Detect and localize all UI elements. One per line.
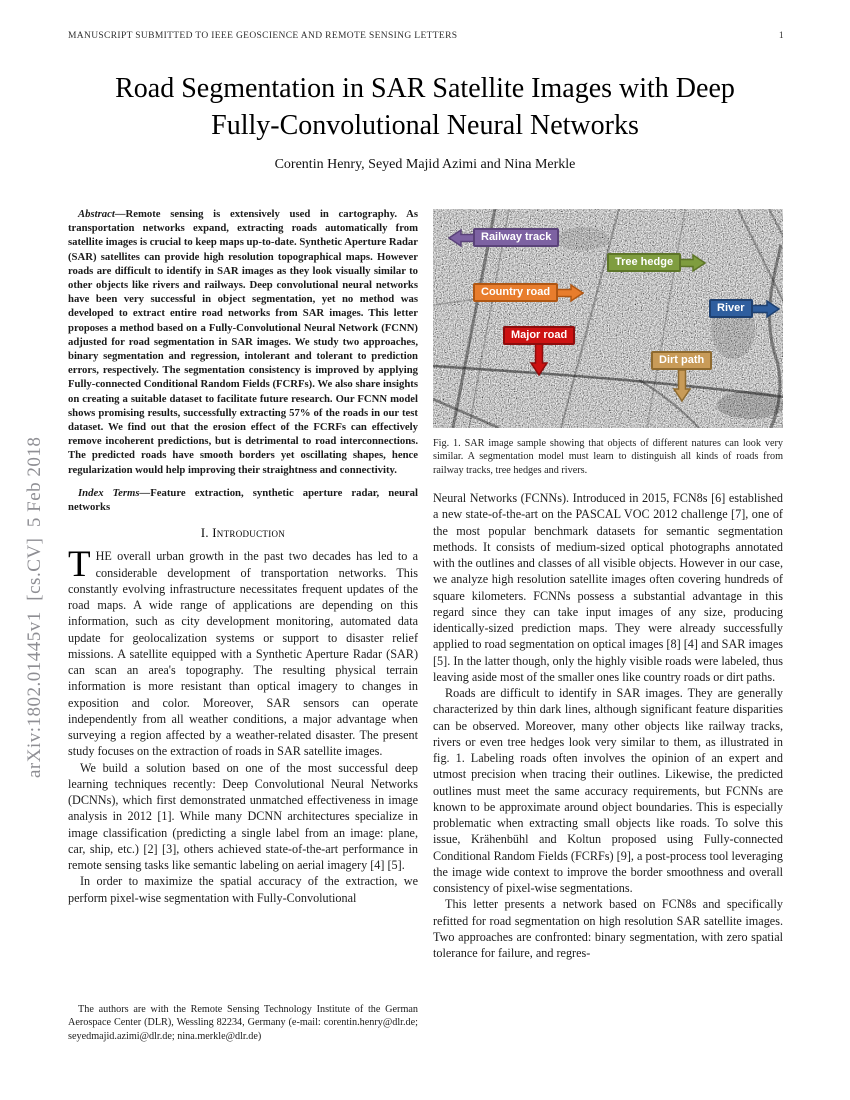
figure-label-river: River <box>709 299 753 318</box>
figure-1 <box>433 209 783 428</box>
col2-paragraph-2: Roads are difficult to identify in SAR images. They are generally characterized by thin dark lines, although significant feature disparities can be observed. Moreover, many other objects like railway tracks, rivers or even tree hedges look very similar to them, as illustrated in fig. 1. Labeling roads often involves the opinion of an expert and utmost precision when tracing their outlines. Likewise, the predicted outlines must meet the same accuracy requirements, but FCNNs are known to be approximate around object boundaries. This is especially problematic when extracting small objects like roads. To solve this issue, Krähenbühl and Koltun proposed using Fully-connected Conditional Random Fields (FCRFs) [9], a post-process tool leveraging the image wide context to improve the border smoothness and overall consistency of pixel-wise segmentations. <box>433 686 783 896</box>
intro-paragraph-1-text: HE overall urban growth in the past two decades has led to a considerable development of transportation networks. This constantly evolving infrastructure necessitates frequent updates of the road maps. A wide range of applications are depending on this information, such as city development monitoring, automated data update for geolocalization systems or support to disaster relief missions. A satellite equipped with a Synthetic Aperture Radar (SAR) can scan an area's topography. The resulting physical terrain information is more resistant than optical imagery to changes in exposition and color. Moreover, SAR sensors can operate independently from all weather conditions, a major advantage when surveying a region affected by a weather-related disaster. The present study focuses on the extraction of roads in SAR satellite images. <box>68 549 418 759</box>
running-head: MANUSCRIPT SUBMITTED TO IEEE GEOSCIENCE AND REMOTE SENSING LETTERS <box>68 31 458 41</box>
author-footnote: The authors are with the Remote Sensing Technology Institute of the German Aerospace Center (DLR), Wessling 82234, Germany (e-mail: corentin.henry@dlr.de; seyedmajid.azimi@dlr.de; nina.merkle@dlr.de) <box>68 1004 418 1042</box>
dropcap: T <box>68 544 91 586</box>
paper-title: Road Segmentation in SAR Satellite Images with Deep Fully-Convolutional Neural Networks <box>115 73 735 141</box>
abstract-paragraph <box>68 207 418 477</box>
col2-paragraph-3: This letter presents a network based on FCN8s and specifically refitted for road segmentation on high resolution SAR satellite images. Two approaches are confronted: binary segmentation, with zero spatial tolerance for failure, and regres- <box>433 897 783 961</box>
index-terms-text: Feature extraction, synthetic aperture radar, neural networks <box>68 486 418 514</box>
figure-label-country-road: Country road <box>473 283 558 302</box>
figure-1-caption: Fig. 1. SAR image sample showing that objects of different natures can look very similar. A segmentation model must learn to distinguish all kinds of roads from railway tracks, tree hedges and rivers. <box>433 438 783 476</box>
figure-label-major-road: Major road <box>503 326 575 345</box>
figure-label-railway-track: Railway track <box>473 228 559 247</box>
arxiv-watermark: arXiv:1802.01445v1 [cs.CV] 5 Feb 2018 <box>24 436 45 778</box>
intro-paragraph-2: We build a solution based on one of the most successful deep learning techniques recently: Deep Convolutional Neural Networks (DCNNs), which first demonstrated unmatched effectiveness in image analysis in 2012 [1]. While many DCNN architectures specialize in image classification (predicting a single label from an image: plane, car, ship, etc.) [2] [3], others achieved state-of-the-art performance in remote sensing tasks like semantic labeling on aerial imagery [4] [5]. <box>68 760 418 873</box>
intro-paragraph-1 <box>68 544 418 759</box>
author-list: Corentin Henry, Seyed Majid Azimi and Nina Merkle <box>274 157 576 172</box>
index-terms-paragraph <box>68 486 418 514</box>
abstract-text: Remote sensing is extensively used in cartography. As transportation networks expand, extracting roads automatically from satellite images is crucial to keep maps up-to-date. Synthetic Aperture Radar (SAR) satellites can provide high resolution topographical maps. However roads are difficult to identify in SAR images as they look visually similar to other objects like rivers and railways. Deep convolutional neural networks have been very successful in object segmentation, yet no method was developed to extract entire road networks from SAR images. This letter proposes a method based on a Fully-Convolutional Neural Network (FCNN) adjusted for road segmentation in SAR images. We study two approaches, binary segmentation and regression, intolerant and tolerant to prediction errors, respectively. The segmentation consistency is improved by applying Fully-connected Conditional Random Fields (FCRFs). We also share insights on creating a suitable dataset to facilitate future research. Our FCNN model shows promising results, successfully extracting 57% of the roads in our test dataset. We find out that the erosion effect of the FCRFs can effectively remove incoherent predictions, but is detrimental to road interconnections. The predicted roads have smooth borders yet oscillating shapes, hence regularization would help improving their straightness and connectivity. <box>68 208 418 476</box>
figure-label-dirt-path: Dirt path <box>651 351 712 370</box>
page-header <box>68 31 784 41</box>
page-number: 1 <box>778 31 784 41</box>
col2-paragraph-1: Neural Networks (FCNNs). Introduced in 2015, FCN8s [6] established a new state-of-the-art on the PASCAL VOC 2012 challenge [7], one of the most popular benchmark datasets for semantic segmentation methods. It consists of medium-sized optical photographs annotated with the outlines and classes of all visible objects. However in our case, we analyze high resolution satellite images often covering hundreds of square kilometers. FCNNs possess a substantial advantage in this regard since they can take input images of any size, producing identically-sized prediction maps. They were already successfully applied to road segmentation on optical images [8] [4] and SAR images [5]. In the latter though, only the highly visible roads were labeled, thus leaving aside most of the smaller ones like country roads or dirt paths. <box>433 491 783 684</box>
right-column <box>433 209 783 1065</box>
index-terms-label: Index Terms— <box>78 486 151 499</box>
abstract-label: Abstract— <box>78 208 126 220</box>
section-heading-introduction: I. Introduction <box>200 526 286 541</box>
figure-label-tree-hedge: Tree hedge <box>607 253 681 272</box>
intro-paragraph-3: In order to maximize the spatial accuracy of the extraction, we perform pixel-wise segmentation with Fully-Convolutional <box>68 874 418 905</box>
left-column <box>68 207 418 1001</box>
